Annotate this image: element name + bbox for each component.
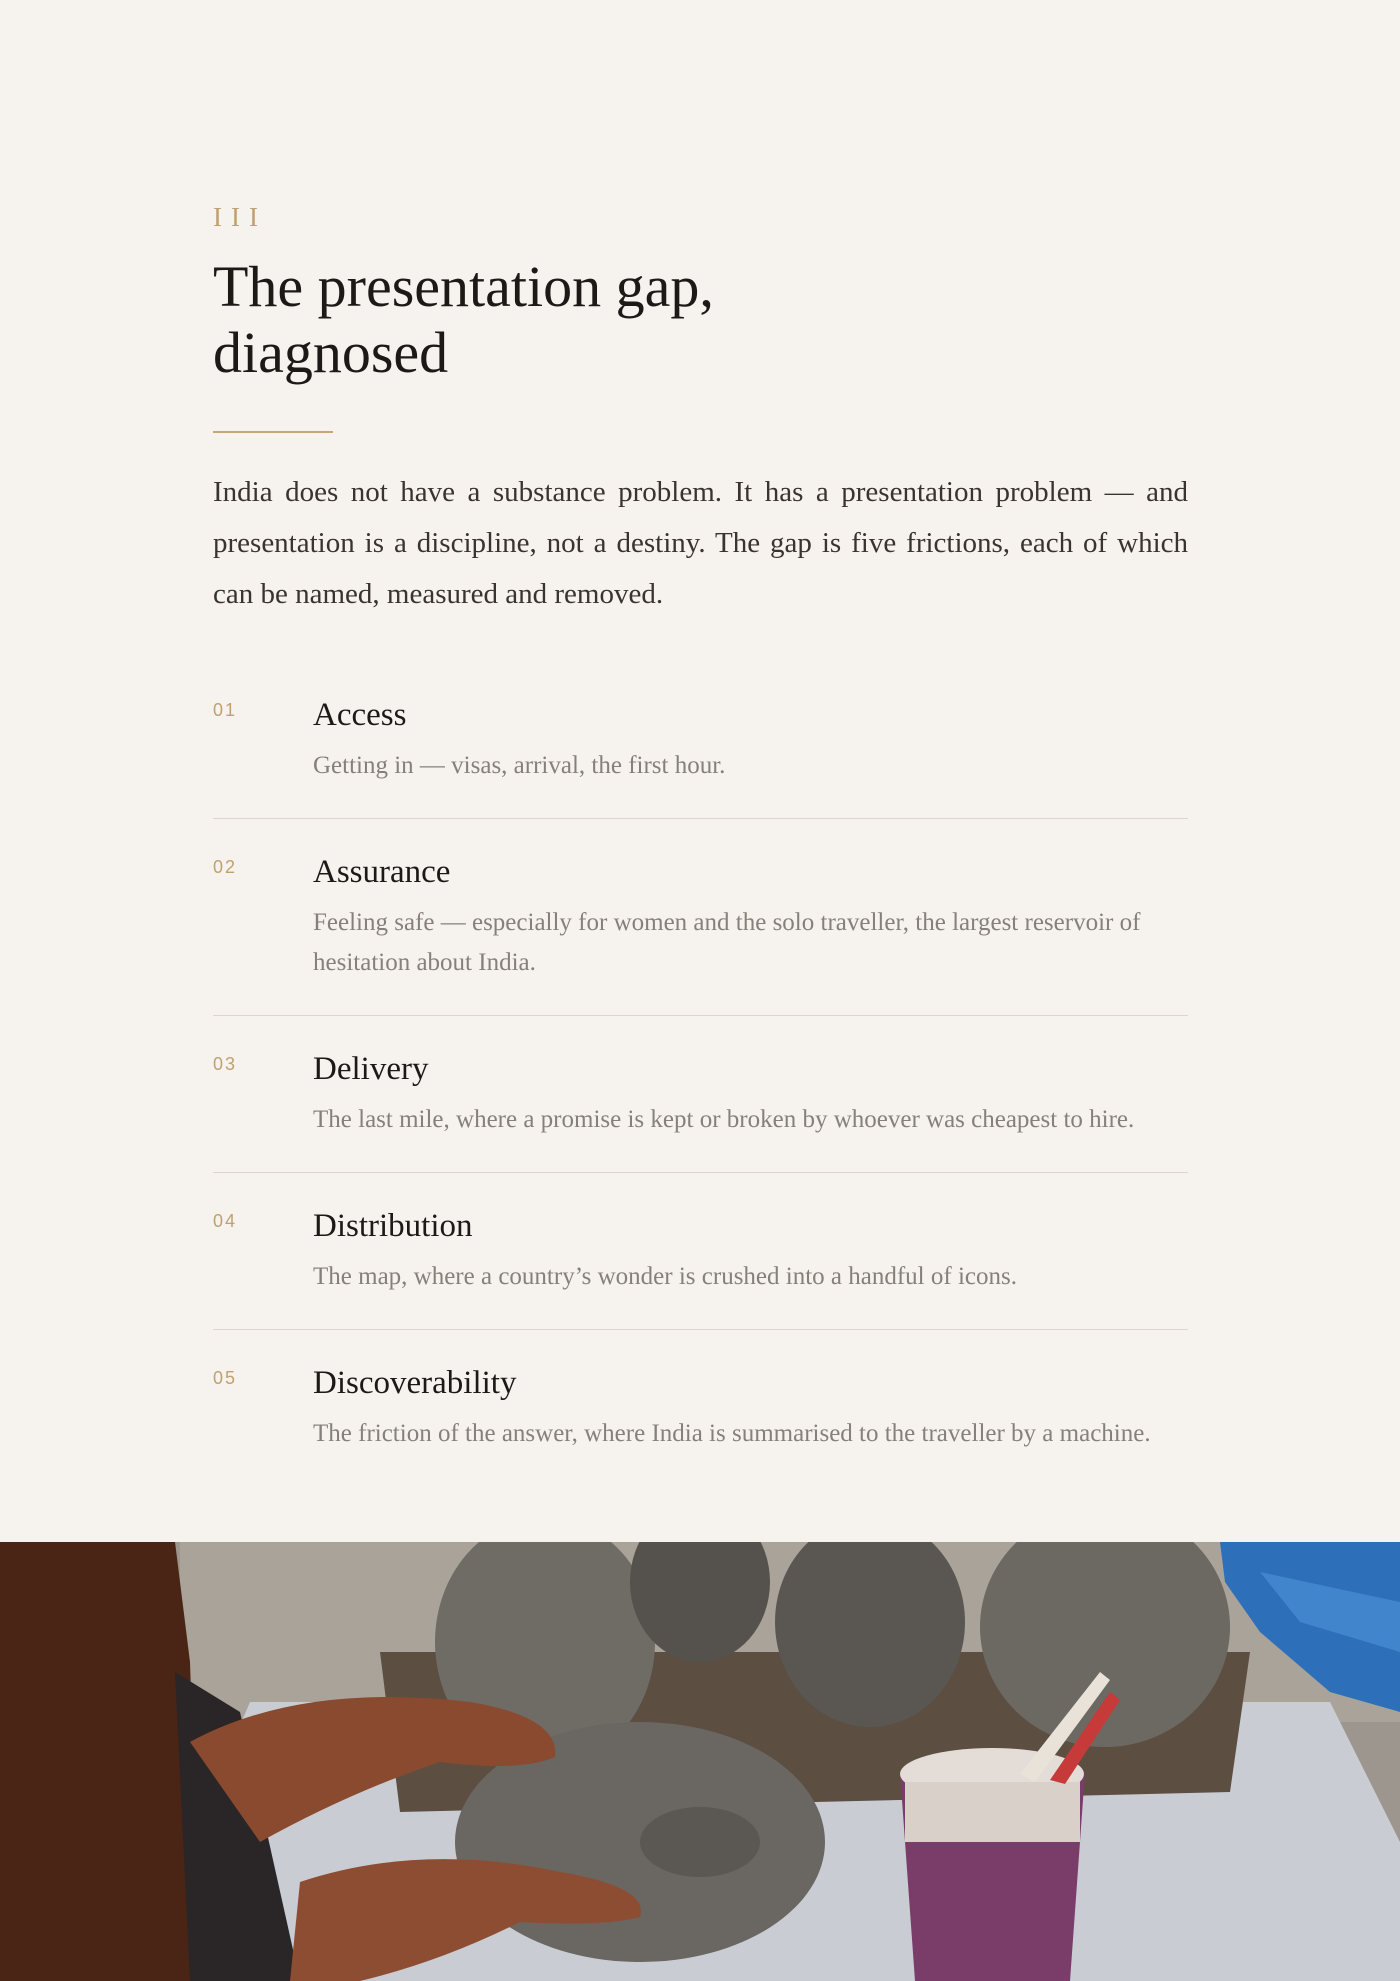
friction-description: The map, where a country’s wonder is crushed into a handful of icons.	[313, 1263, 1017, 1290]
friction-item-distribution	[213, 1193, 1188, 1330]
friction-description: Feeling safe — especially for women and the solo traveller, the largest reservoir of hesitation about India.	[313, 909, 1141, 976]
section-numeral: III	[213, 202, 267, 232]
friction-number: 01	[213, 700, 238, 720]
friction-title: Assurance	[313, 854, 451, 890]
artisan-clay-sculpting-photo	[0, 1542, 1400, 1981]
friction-item-access	[213, 682, 1188, 819]
friction-title: Discoverability	[313, 1365, 517, 1401]
friction-number: 03	[213, 1054, 238, 1074]
friction-number: 05	[213, 1368, 238, 1388]
title-divider	[213, 431, 333, 433]
friction-title: Distribution	[313, 1208, 473, 1244]
section-title: The presentation gap, diagnosed	[213, 254, 714, 385]
friction-title: Access	[313, 697, 407, 733]
friction-item-discoverability	[213, 1350, 1188, 1486]
friction-title: Delivery	[313, 1051, 429, 1087]
friction-number: 02	[213, 857, 238, 877]
friction-item-delivery	[213, 1036, 1188, 1173]
friction-number: 04	[213, 1211, 238, 1231]
friction-item-assurance	[213, 839, 1188, 1016]
intro-paragraph: India does not have a substance problem. It has a presentation problem — and presentation is a discipline, not a destiny. The gap is five frictions, each of which can be named, measured and removed.	[213, 476, 1188, 610]
frictions-list	[213, 682, 1188, 1506]
friction-description: The last mile, where a promise is kept or broken by whoever was cheapest to hire.	[313, 1106, 1135, 1133]
friction-description: Getting in — visas, arrival, the first hour.	[313, 752, 726, 779]
friction-description: The friction of the answer, where India is summarised to the traveller by a machine.	[313, 1420, 1151, 1447]
